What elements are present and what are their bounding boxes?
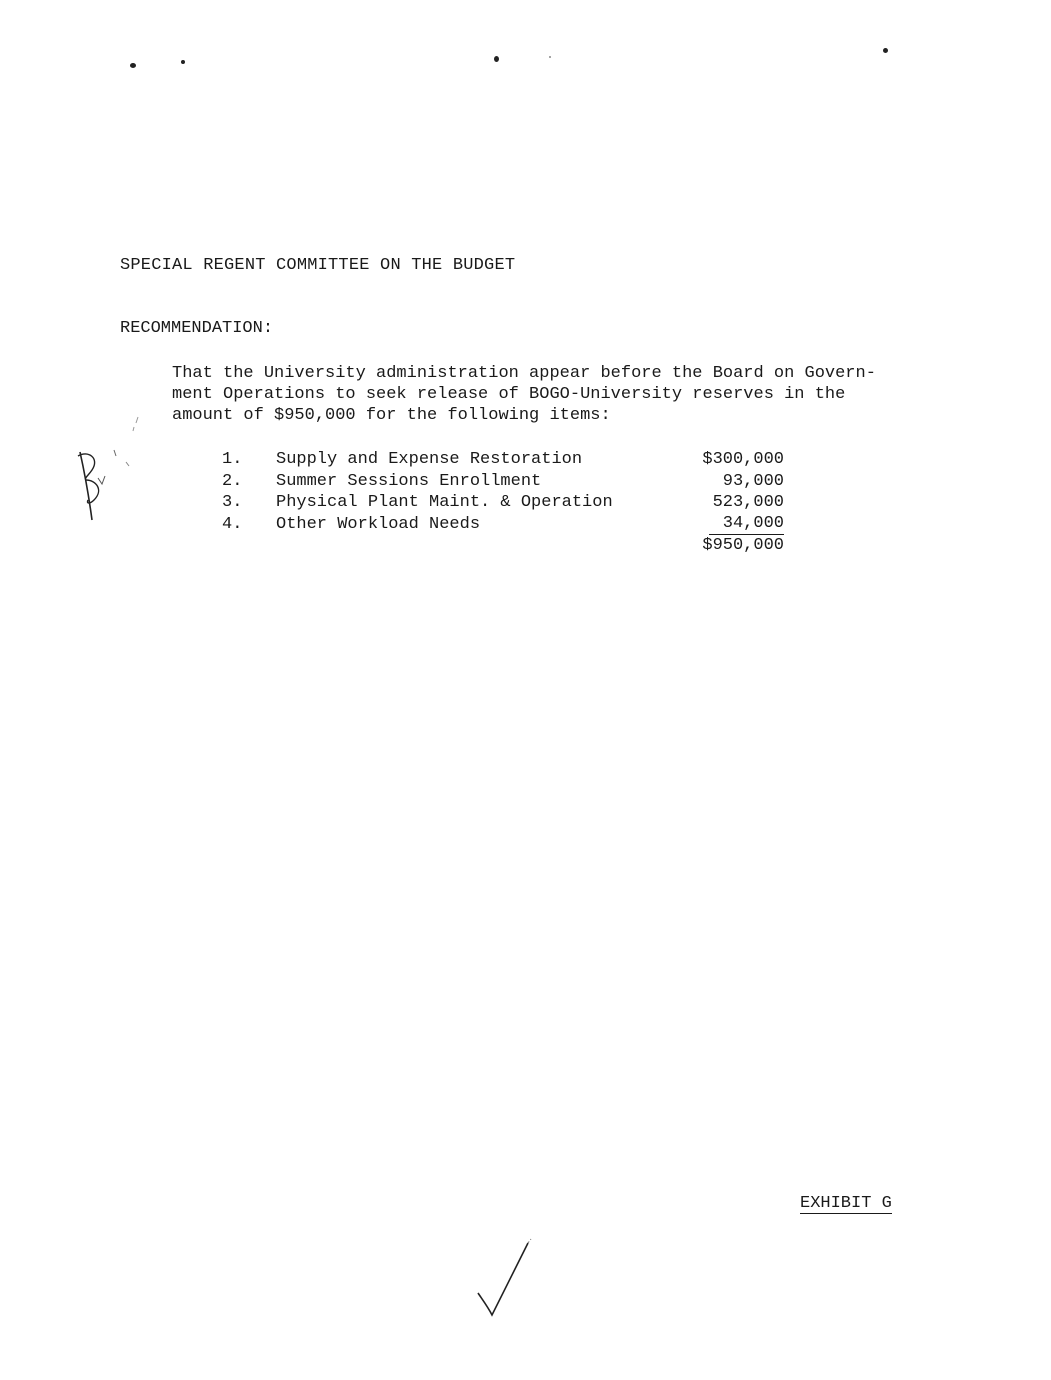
list-item <box>222 514 792 536</box>
exhibit-label: EXHIBIT G <box>800 1194 892 1213</box>
item-number: 4. <box>222 514 243 534</box>
scan-speck <box>130 63 136 68</box>
item-amount: 34,000 <box>709 514 784 535</box>
list-item <box>222 471 792 493</box>
scan-speck <box>494 56 499 62</box>
list-item <box>222 449 792 471</box>
item-amount: 523,000 <box>712 493 784 512</box>
recommendation-label: RECOMMENDATION: <box>120 319 274 338</box>
total-row <box>222 535 792 557</box>
item-label: Summer Sessions Enrollment <box>276 471 542 491</box>
item-number: 3. <box>222 493 243 512</box>
item-label: Physical Plant Maint. & Operation <box>276 493 613 512</box>
budget-items-list <box>222 449 792 557</box>
scan-speck <box>883 48 888 53</box>
document-heading: SPECIAL REGENT COMMITTEE ON THE BUDGET <box>120 256 516 275</box>
list-item <box>222 492 792 514</box>
handwritten-initials <box>70 440 150 530</box>
item-label: Other Workload Needs <box>276 514 481 534</box>
check-mark-icon <box>470 1235 550 1325</box>
paragraph-line: That the University administration appear before the Board on Govern- <box>172 364 876 383</box>
total-amount: $950,000 <box>702 536 784 555</box>
paragraph-line: amount of $950,000 for the following items: <box>172 406 611 425</box>
pencil-mark <box>130 415 142 435</box>
item-amount: 93,000 <box>722 471 784 491</box>
scan-speck <box>181 60 185 64</box>
item-label: Supply and Expense Restoration <box>276 450 583 469</box>
scan-speck <box>549 56 551 58</box>
item-amount: $300,000 <box>702 450 784 469</box>
item-number: 1. <box>222 450 243 469</box>
paragraph-line: ment Operations to seek release of BOGO-University reserves in the <box>172 385 846 404</box>
item-number: 2. <box>222 471 243 491</box>
recommendation-paragraph <box>172 363 912 426</box>
